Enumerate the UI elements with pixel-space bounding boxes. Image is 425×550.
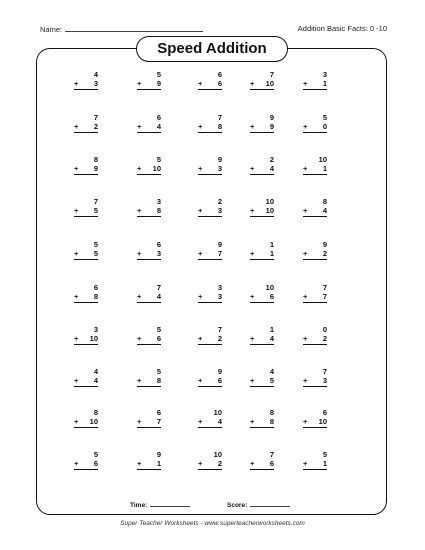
problem-r2c1 — [74, 113, 98, 133]
plus-sign: + — [137, 249, 142, 258]
plus-sign: + — [250, 164, 255, 173]
problem-r4c4 — [250, 197, 274, 217]
plus-sign: + — [137, 206, 142, 215]
addend-bottom: 4 — [217, 417, 222, 426]
problem-r7c2 — [137, 325, 161, 345]
addend-top: 1 — [269, 325, 274, 334]
addend-bottom: 4 — [269, 164, 274, 173]
score-blank[interactable] — [250, 500, 290, 507]
addend-bottom: 3 — [217, 206, 222, 215]
problem-r9c2 — [137, 408, 161, 428]
problem-r1c5 — [303, 70, 327, 90]
addend-top: 9 — [269, 113, 274, 122]
problem-r9c4 — [250, 408, 274, 428]
plus-sign: + — [137, 79, 142, 88]
addend-bottom-row — [250, 249, 274, 260]
addend-bottom-row — [198, 164, 222, 175]
plus-sign: + — [137, 122, 142, 131]
addend-bottom: 3 — [156, 249, 161, 258]
addend-bottom: 1 — [156, 459, 161, 468]
addend-bottom: 4 — [156, 292, 161, 301]
problem-r9c1 — [74, 408, 98, 428]
addend-bottom-row — [198, 459, 222, 470]
addend-top: 5 — [93, 450, 98, 459]
addend-top: 9 — [322, 240, 327, 249]
addend-bottom-row — [250, 417, 274, 428]
problem-r2c5 — [303, 113, 327, 133]
addend-bottom: 1 — [322, 459, 327, 468]
addend-bottom-row — [137, 334, 161, 345]
name-line[interactable] — [65, 24, 203, 32]
addend-bottom: 10 — [265, 79, 274, 88]
addend-bottom-row — [137, 206, 161, 217]
problem-r3c2 — [137, 155, 161, 175]
plus-sign: + — [137, 459, 142, 468]
problem-r4c2 — [137, 197, 161, 217]
plus-sign: + — [74, 79, 79, 88]
problem-r7c4 — [250, 325, 274, 345]
addend-bottom: 3 — [93, 79, 98, 88]
plus-sign: + — [74, 334, 79, 343]
addend-top: 8 — [269, 408, 274, 417]
addend-bottom: 10 — [265, 206, 274, 215]
addend-top: 6 — [322, 408, 327, 417]
addend-bottom-row — [198, 292, 222, 303]
plus-sign: + — [250, 417, 255, 426]
plus-sign: + — [250, 122, 255, 131]
plus-sign: + — [137, 334, 142, 343]
problem-r10c3 — [198, 450, 222, 470]
addend-top: 6 — [156, 113, 161, 122]
addend-top: 2 — [217, 197, 222, 206]
addend-bottom-row — [198, 206, 222, 217]
problem-r2c3 — [198, 113, 222, 133]
addend-bottom: 6 — [217, 79, 222, 88]
problem-r2c2 — [137, 113, 161, 133]
problem-r5c3 — [198, 240, 222, 260]
addend-bottom-row — [74, 164, 98, 175]
addend-bottom-row — [137, 292, 161, 303]
plus-sign: + — [250, 249, 255, 258]
addend-bottom: 9 — [156, 79, 161, 88]
addend-top: 7 — [269, 450, 274, 459]
addend-bottom-row — [303, 79, 327, 90]
problem-r7c3 — [198, 325, 222, 345]
addend-bottom-row — [198, 249, 222, 260]
addend-bottom: 8 — [269, 417, 274, 426]
addend-top: 5 — [156, 325, 161, 334]
time-label: Time: — [130, 502, 148, 509]
problem-r1c3 — [198, 70, 222, 90]
addend-top: 5 — [93, 240, 98, 249]
problem-r6c2 — [137, 283, 161, 303]
page-title: Speed Addition — [136, 36, 288, 62]
problem-r8c1 — [74, 367, 98, 387]
addend-bottom-row — [74, 249, 98, 260]
plus-sign: + — [198, 376, 203, 385]
worksheet-subject: Addition Basic Facts: 0 -10 — [297, 24, 387, 33]
problem-r10c1 — [74, 450, 98, 470]
addend-bottom: 6 — [93, 459, 98, 468]
problem-r10c4 — [250, 450, 274, 470]
addend-bottom: 4 — [269, 334, 274, 343]
addend-bottom: 2 — [322, 249, 327, 258]
plus-sign: + — [303, 79, 308, 88]
addend-bottom-row — [137, 79, 161, 90]
addend-bottom: 2 — [93, 122, 98, 131]
addend-bottom: 6 — [269, 459, 274, 468]
addend-top: 5 — [322, 450, 327, 459]
plus-sign: + — [303, 334, 308, 343]
addend-bottom-row — [250, 459, 274, 470]
addend-top: 3 — [217, 283, 222, 292]
addend-bottom: 6 — [217, 376, 222, 385]
addend-bottom-row — [303, 122, 327, 133]
addend-bottom-row — [198, 376, 222, 387]
plus-sign: + — [198, 417, 203, 426]
addend-bottom-row — [137, 376, 161, 387]
name-label: Name: — [40, 25, 63, 34]
addend-top: 4 — [93, 70, 98, 79]
addend-bottom-row — [198, 79, 222, 90]
addend-bottom-row — [303, 292, 327, 303]
addend-top: 3 — [322, 70, 327, 79]
plus-sign: + — [137, 417, 142, 426]
addend-bottom: 5 — [93, 249, 98, 258]
problem-r5c4 — [250, 240, 274, 260]
plus-sign: + — [303, 417, 308, 426]
addend-top: 7 — [217, 325, 222, 334]
addend-bottom-row — [74, 79, 98, 90]
addend-bottom: 6 — [269, 292, 274, 301]
plus-sign: + — [198, 459, 203, 468]
name-field[interactable] — [40, 24, 203, 34]
time-field[interactable] — [130, 500, 190, 509]
addend-bottom: 4 — [156, 122, 161, 131]
plus-sign: + — [74, 164, 79, 173]
addend-bottom-row — [74, 122, 98, 133]
addend-top: 10 — [213, 408, 222, 417]
addend-bottom: 3 — [322, 376, 327, 385]
plus-sign: + — [250, 334, 255, 343]
plus-sign: + — [250, 206, 255, 215]
plus-sign: + — [74, 417, 79, 426]
plus-sign: + — [198, 79, 203, 88]
addend-bottom: 9 — [269, 122, 274, 131]
addend-bottom: 0 — [322, 122, 327, 131]
problem-r2c4 — [250, 113, 274, 133]
problem-r3c1 — [74, 155, 98, 175]
problem-r4c1 — [74, 197, 98, 217]
addend-bottom-row — [137, 122, 161, 133]
plus-sign: + — [74, 292, 79, 301]
problem-r5c5 — [303, 240, 327, 260]
problem-r9c3 — [198, 408, 222, 428]
problem-r3c5 — [303, 155, 327, 175]
problem-r8c2 — [137, 367, 161, 387]
addend-top: 10 — [318, 155, 327, 164]
addend-bottom: 8 — [93, 292, 98, 301]
plus-sign: + — [74, 206, 79, 215]
plus-sign: + — [303, 249, 308, 258]
addend-bottom-row — [74, 417, 98, 428]
footer-credit: Super Teacher Worksheets - www.superteacherworksheets.com — [120, 520, 305, 527]
plus-sign: + — [303, 292, 308, 301]
problem-r3c4 — [250, 155, 274, 175]
plus-sign: + — [198, 164, 203, 173]
problem-r5c2 — [137, 240, 161, 260]
addend-bottom: 10 — [152, 164, 161, 173]
addend-bottom-row — [137, 459, 161, 470]
addend-bottom-row — [137, 249, 161, 260]
problem-r6c1 — [74, 283, 98, 303]
problem-r8c4 — [250, 367, 274, 387]
addend-bottom: 1 — [322, 79, 327, 88]
problem-r8c3 — [198, 367, 222, 387]
addend-bottom: 8 — [156, 206, 161, 215]
problem-r7c5 — [303, 325, 327, 345]
addend-bottom-row — [303, 164, 327, 175]
addend-bottom-row — [198, 122, 222, 133]
addend-bottom-row — [250, 164, 274, 175]
addend-bottom: 1 — [322, 164, 327, 173]
addend-bottom-row — [303, 376, 327, 387]
addend-top: 10 — [265, 283, 274, 292]
addend-bottom-row — [303, 249, 327, 260]
plus-sign: + — [137, 164, 142, 173]
addend-top: 3 — [93, 325, 98, 334]
addend-bottom: 10 — [89, 334, 98, 343]
plus-sign: + — [198, 334, 203, 343]
plus-sign: + — [198, 122, 203, 131]
addend-top: 9 — [217, 155, 222, 164]
addend-bottom: 4 — [322, 206, 327, 215]
addend-top: 7 — [269, 70, 274, 79]
addend-top: 6 — [156, 240, 161, 249]
addend-bottom: 9 — [93, 164, 98, 173]
addend-bottom: 5 — [269, 376, 274, 385]
addend-bottom-row — [303, 417, 327, 428]
addend-bottom-row — [303, 459, 327, 470]
addend-top: 5 — [156, 367, 161, 376]
plus-sign: + — [137, 292, 142, 301]
problem-r9c5 — [303, 408, 327, 428]
addend-top: 2 — [269, 155, 274, 164]
addend-bottom: 7 — [217, 249, 222, 258]
plus-sign: + — [198, 249, 203, 258]
plus-sign: + — [198, 292, 203, 301]
addend-top: 7 — [93, 197, 98, 206]
addend-bottom-row — [250, 122, 274, 133]
addend-bottom: 7 — [322, 292, 327, 301]
addend-top: 3 — [156, 197, 161, 206]
problem-r10c5 — [303, 450, 327, 470]
addend-top: 7 — [322, 367, 327, 376]
addend-bottom: 3 — [217, 164, 222, 173]
plus-sign: + — [303, 376, 308, 385]
problem-r1c2 — [137, 70, 161, 90]
plus-sign: + — [198, 206, 203, 215]
addend-top: 7 — [322, 283, 327, 292]
plus-sign: + — [303, 122, 308, 131]
addend-top: 10 — [265, 197, 274, 206]
problem-r6c3 — [198, 283, 222, 303]
addend-bottom: 3 — [217, 292, 222, 301]
addend-top: 6 — [156, 408, 161, 417]
plus-sign: + — [250, 292, 255, 301]
addend-bottom-row — [250, 206, 274, 217]
addend-bottom: 1 — [269, 249, 274, 258]
addend-bottom-row — [137, 164, 161, 175]
addend-bottom: 10 — [318, 417, 327, 426]
plus-sign: + — [137, 376, 142, 385]
addend-top: 6 — [93, 283, 98, 292]
plus-sign: + — [303, 164, 308, 173]
addend-bottom-row — [74, 292, 98, 303]
addend-top: 7 — [156, 283, 161, 292]
addend-bottom-row — [74, 334, 98, 345]
addend-bottom-row — [250, 376, 274, 387]
addend-bottom: 10 — [89, 417, 98, 426]
addend-bottom-row — [74, 206, 98, 217]
addend-bottom: 2 — [322, 334, 327, 343]
addend-bottom-row — [250, 79, 274, 90]
problem-r4c5 — [303, 197, 327, 217]
plus-sign: + — [74, 376, 79, 385]
addend-top: 6 — [217, 70, 222, 79]
problem-r4c3 — [198, 197, 222, 217]
plus-sign: + — [250, 376, 255, 385]
addend-top: 5 — [156, 70, 161, 79]
addend-bottom-row — [198, 334, 222, 345]
addend-bottom: 4 — [93, 376, 98, 385]
addend-top: 5 — [322, 113, 327, 122]
addend-top: 7 — [93, 113, 98, 122]
addend-bottom: 7 — [156, 417, 161, 426]
plus-sign: + — [303, 459, 308, 468]
problem-r5c1 — [74, 240, 98, 260]
addend-top: 8 — [93, 408, 98, 417]
addend-top: 7 — [217, 113, 222, 122]
addend-top: 8 — [93, 155, 98, 164]
addend-bottom: 6 — [156, 334, 161, 343]
addend-bottom: 2 — [217, 334, 222, 343]
addend-bottom: 8 — [217, 122, 222, 131]
addend-top: 1 — [269, 240, 274, 249]
addend-top: 9 — [217, 367, 222, 376]
addend-top: 9 — [217, 240, 222, 249]
score-label: Score: — [227, 502, 248, 509]
problem-r8c5 — [303, 367, 327, 387]
addend-bottom-row — [74, 459, 98, 470]
plus-sign: + — [74, 249, 79, 258]
problem-r1c1 — [74, 70, 98, 90]
addend-top: 8 — [322, 197, 327, 206]
addend-top: 4 — [269, 367, 274, 376]
addend-bottom-row — [198, 417, 222, 428]
addend-bottom: 8 — [156, 376, 161, 385]
addend-bottom-row — [137, 417, 161, 428]
plus-sign: + — [250, 459, 255, 468]
addend-top: 10 — [213, 450, 222, 459]
addend-bottom: 2 — [217, 459, 222, 468]
addend-bottom-row — [250, 334, 274, 345]
addend-bottom-row — [250, 292, 274, 303]
problem-r3c3 — [198, 155, 222, 175]
problem-r1c4 — [250, 70, 274, 90]
addend-top: 0 — [322, 325, 327, 334]
addend-bottom: 5 — [93, 206, 98, 215]
problem-r10c2 — [137, 450, 161, 470]
problem-r7c1 — [74, 325, 98, 345]
plus-sign: + — [74, 122, 79, 131]
time-blank[interactable] — [150, 500, 190, 507]
score-field[interactable] — [227, 500, 290, 509]
addend-top: 9 — [156, 450, 161, 459]
plus-sign: + — [74, 459, 79, 468]
addend-bottom-row — [74, 376, 98, 387]
addend-bottom-row — [303, 206, 327, 217]
problem-r6c4 — [250, 283, 274, 303]
addend-top: 5 — [156, 155, 161, 164]
plus-sign: + — [250, 79, 255, 88]
addend-bottom-row — [303, 334, 327, 345]
problem-r6c5 — [303, 283, 327, 303]
addend-top: 4 — [93, 367, 98, 376]
plus-sign: + — [303, 206, 308, 215]
